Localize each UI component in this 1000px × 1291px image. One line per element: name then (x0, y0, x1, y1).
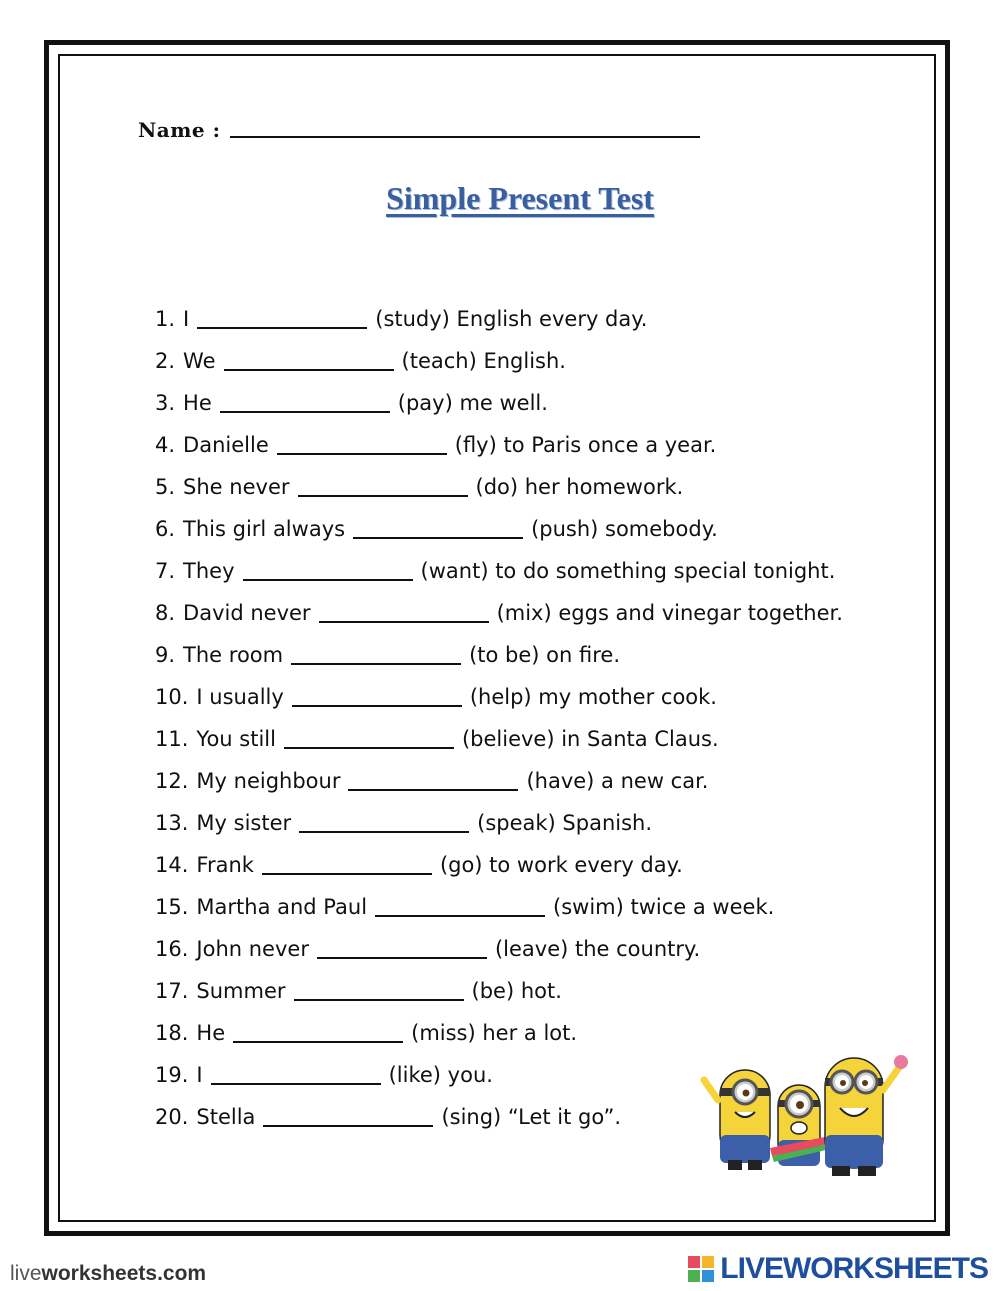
question-hint: (push) somebody. (531, 517, 718, 541)
answer-blank[interactable] (220, 411, 390, 413)
question-item (155, 592, 843, 634)
answer-blank[interactable] (375, 915, 545, 917)
question-subject: She never (183, 475, 290, 499)
question-number: 16. (155, 937, 189, 961)
question-hint: (study) English every day. (375, 307, 648, 331)
question-item (155, 508, 843, 550)
question-number: 6. (155, 517, 176, 541)
question-number: 14. (155, 853, 189, 877)
question-item (155, 550, 843, 592)
question-item (155, 634, 843, 676)
question-item (155, 928, 843, 970)
question-number: 10. (155, 685, 189, 709)
question-item (155, 382, 843, 424)
question-subject: I (183, 307, 190, 331)
question-subject: Frank (196, 853, 254, 877)
question-item (155, 886, 843, 928)
question-number: 19. (155, 1063, 189, 1087)
question-subject: He (183, 391, 212, 415)
minions-image (700, 1040, 910, 1190)
question-item (155, 676, 843, 718)
answer-blank[interactable] (197, 327, 367, 329)
answer-blank[interactable] (224, 369, 394, 371)
question-number: 8. (155, 601, 176, 625)
question-subject: Danielle (183, 433, 269, 457)
question-hint: (want) to do something special tonight. (420, 559, 836, 583)
answer-blank[interactable] (262, 873, 432, 875)
name-label: Name : (138, 118, 221, 142)
question-hint: (teach) English. (401, 349, 566, 373)
question-subject: My neighbour (196, 769, 341, 793)
answer-blank[interactable] (243, 579, 413, 581)
question-item (155, 760, 843, 802)
answer-blank[interactable] (299, 831, 469, 833)
question-number: 11. (155, 727, 189, 751)
question-subject: Summer (196, 979, 286, 1003)
footer-site-prefix: live (10, 1262, 42, 1285)
question-subject: David never (183, 601, 311, 625)
minion-middle (770, 1085, 830, 1166)
question-number: 1. (155, 307, 176, 331)
logo-text: LIVEWORKSHEETS (720, 1252, 988, 1285)
question-hint: (to be) on fire. (469, 643, 621, 667)
question-hint: (swim) twice a week. (553, 895, 775, 919)
logo-icon (688, 1256, 714, 1282)
question-item (155, 466, 843, 508)
question-subject: This girl always (183, 517, 346, 541)
footer-site-bold: worksheets.com (41, 1262, 207, 1285)
question-subject: The room (183, 643, 284, 667)
question-item (155, 802, 843, 844)
footer-site-link[interactable] (10, 1262, 206, 1286)
liveworksheets-logo[interactable] (688, 1252, 988, 1286)
answer-blank[interactable] (284, 747, 454, 749)
question-hint: (have) a new car. (526, 769, 709, 793)
question-hint: (sing) “Let it go”. (441, 1105, 622, 1129)
question-subject: I (196, 1063, 203, 1087)
question-hint: (believe) in Santa Claus. (461, 727, 719, 751)
question-subject: Stella (196, 1105, 256, 1129)
question-item (155, 844, 843, 886)
question-hint: (fly) to Paris once a year. (454, 433, 717, 457)
question-hint: (be) hot. (471, 979, 562, 1003)
question-number: 15. (155, 895, 189, 919)
question-number: 13. (155, 811, 189, 835)
question-subject: They (183, 559, 235, 583)
answer-blank[interactable] (348, 789, 518, 791)
question-number: 7. (155, 559, 176, 583)
question-item (155, 424, 843, 466)
question-hint: (mix) eggs and vinegar together. (496, 601, 843, 625)
question-subject: We (183, 349, 216, 373)
question-number: 3. (155, 391, 176, 415)
question-number: 5. (155, 475, 176, 499)
question-hint: (go) to work every day. (439, 853, 683, 877)
name-row (138, 118, 700, 142)
question-list (155, 298, 843, 1138)
question-hint: (leave) the country. (494, 937, 701, 961)
name-input-line[interactable] (230, 136, 700, 138)
question-number: 4. (155, 433, 176, 457)
question-subject: I usually (196, 685, 284, 709)
page-title: Simple Present Test (386, 180, 654, 216)
question-number: 20. (155, 1105, 189, 1129)
question-subject: Martha and Paul (196, 895, 368, 919)
question-item (155, 970, 843, 1012)
answer-blank[interactable] (291, 663, 461, 665)
question-number: 17. (155, 979, 189, 1003)
answer-blank[interactable] (353, 537, 523, 539)
question-hint: (pay) me well. (397, 391, 548, 415)
question-hint: (speak) Spanish. (477, 811, 653, 835)
minion-left (704, 1070, 770, 1170)
answer-blank[interactable] (233, 1041, 403, 1043)
question-subject: You still (196, 727, 276, 751)
question-number: 2. (155, 349, 176, 373)
answer-blank[interactable] (294, 999, 464, 1001)
answer-blank[interactable] (317, 957, 487, 959)
question-subject: He (196, 1021, 226, 1045)
answer-blank[interactable] (292, 705, 462, 707)
question-number: 9. (155, 643, 176, 667)
answer-blank[interactable] (319, 621, 489, 623)
answer-blank[interactable] (277, 453, 447, 455)
question-item (155, 340, 843, 382)
question-number: 18. (155, 1021, 189, 1045)
question-item (155, 298, 843, 340)
question-number: 12. (155, 769, 189, 793)
answer-blank[interactable] (298, 495, 468, 497)
question-subject: John never (196, 937, 309, 961)
question-hint: (like) you. (388, 1063, 493, 1087)
question-hint: (help) my mother cook. (469, 685, 717, 709)
answer-blank[interactable] (263, 1125, 433, 1127)
answer-blank[interactable] (211, 1083, 381, 1085)
question-item (155, 718, 843, 760)
question-subject: My sister (196, 811, 292, 835)
question-hint: (miss) her a lot. (411, 1021, 578, 1045)
question-hint: (do) her homework. (475, 475, 684, 499)
minion-right (825, 1055, 908, 1176)
